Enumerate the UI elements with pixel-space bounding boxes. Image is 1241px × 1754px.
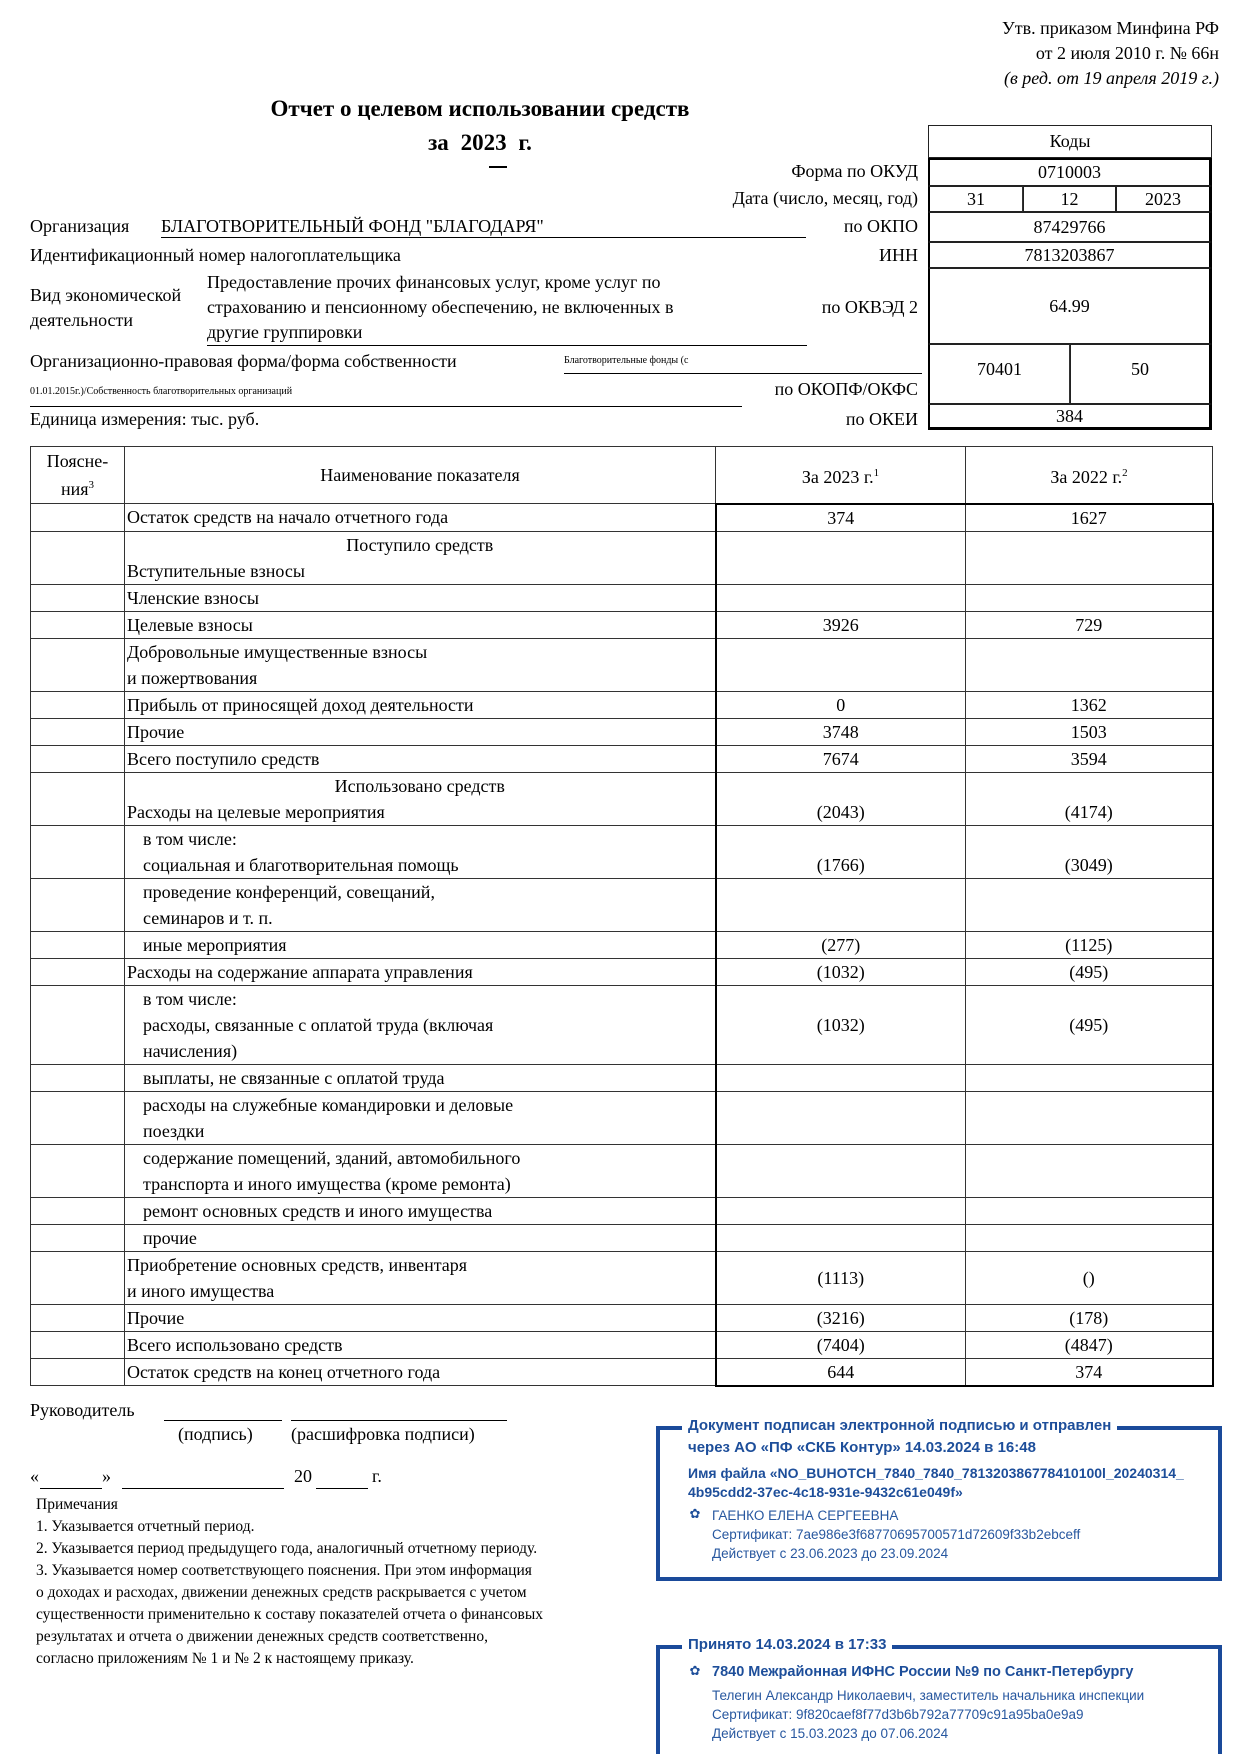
- okopf-value: 70401: [928, 344, 1070, 404]
- table-row: Прибыль от приносящей доход деятельности 0 1362: [31, 691, 1213, 718]
- activity-label: [30, 284, 181, 331]
- note-3-line-2: о доходах и расходах, движении денежных средств раскрывается с учетом: [36, 1584, 527, 1601]
- period-prefix: за: [428, 130, 449, 155]
- okopf-label: по ОКОПФ/ОКФС: [774, 379, 918, 399]
- accepted-stamp: [656, 1636, 1222, 1754]
- notes-title: Примечания: [36, 1496, 118, 1513]
- table-row: Расходы на содержание аппарата управления (1032) (495): [31, 958, 1213, 985]
- row-label: Прочие: [125, 718, 716, 745]
- row-label: Прибыль от приносящей доход деятельности: [125, 691, 716, 718]
- okud-value: 0710003: [928, 158, 1212, 186]
- certificate-medal-icon: ✿: [689, 1663, 701, 1678]
- table-row: Всего использовано средств (7404) (4847): [31, 1331, 1213, 1358]
- okei-label: по ОКЕИ: [845, 409, 918, 429]
- table-row: [31, 638, 1213, 691]
- header-2023: За 2023 г.$^1$: [716, 447, 966, 504]
- table-row: Прочие 3748 1503: [31, 718, 1213, 745]
- table-header-row: [31, 447, 1213, 504]
- signature-decode-caption: (расшифровка подписи): [291, 1424, 475, 1444]
- sign-day-line[interactable]: [40, 1488, 102, 1489]
- accepted-person: Телегин Александр Николаевич, заместитель начальника инспекции: [712, 1688, 1145, 1703]
- page-title: [200, 92, 760, 160]
- row-label: Остаток средств на начало отчетного года: [125, 504, 716, 532]
- row-label: Всего использовано средств: [125, 1331, 716, 1358]
- esign-file-1: Имя файла «NO_BUHOTCH_7840_7840_781320386778410100l_20240314_: [688, 1465, 1184, 1481]
- activity-value: [207, 270, 807, 346]
- table-row: Прочие (3216) (178): [31, 1304, 1213, 1331]
- esign-stamp: [656, 1417, 1222, 1581]
- row-label: Целевые взносы: [125, 611, 716, 638]
- row-label: Расходы на содержание аппарата управления: [125, 958, 716, 985]
- header-indicator: Наименование показателя: [125, 447, 716, 504]
- row-label: Добровольные имущественные взносы и пожертвования: [125, 638, 716, 691]
- okei-value: 384: [928, 404, 1212, 430]
- inn-label: Идентификационный номер налогоплательщика: [30, 245, 401, 265]
- table-row: [31, 1197, 1213, 1224]
- okud-label: Форма по ОКУД: [791, 161, 918, 181]
- row-label: в том числе: расходы, связанные с оплатой труда (включая начисления): [125, 985, 716, 1064]
- table-row: [31, 584, 1213, 611]
- report-title: Отчет о целевом использовании средств: [270, 96, 690, 121]
- date-year: 2023: [1116, 186, 1212, 212]
- row-label: Всего поступило средств: [125, 745, 716, 772]
- row-label: в том числе: социальная и благотворительная помощь: [125, 825, 716, 878]
- row-label: Использовано средств Расходы на целевые мероприятия: [125, 772, 716, 825]
- esign-valid: Действует с 23.06.2023 до 23.09.2024: [712, 1546, 949, 1561]
- accepted-valid: Действует с 15.03.2023 до 07.06.2024: [712, 1726, 949, 1741]
- table-row: Целевые взносы 3926 729: [31, 611, 1213, 638]
- note-3-line-5: согласно приложениям № 1 и № 2 к настоящему приказу.: [36, 1650, 414, 1667]
- approval-note: [1002, 16, 1219, 91]
- activity-line-1: Предоставление прочих финансовых услуг, кроме услуг по: [207, 272, 661, 292]
- sign-month-line[interactable]: [122, 1488, 284, 1489]
- okved-label: по ОКВЭД 2: [821, 297, 918, 317]
- accepted-cert: Сертификат: 9f820caef8f77d3b6b792a77709c91a95ba0e9a9: [712, 1707, 1084, 1722]
- inn-value: 7813203867: [928, 242, 1212, 268]
- value-2023: 374: [716, 504, 966, 532]
- signature-caption: (подпись): [178, 1424, 253, 1444]
- esign-signer: ГАЕНКО ЕЛЕНА СЕРГЕЕВНА: [712, 1508, 899, 1523]
- table-row: [31, 878, 1213, 931]
- table-row: Приобретение основных средств, инвентаря и иного имущества (1113) (): [31, 1251, 1213, 1304]
- table-row: в том числе: социальная и благотворительная помощь (1766) (3049): [31, 825, 1213, 878]
- table-row: [31, 1091, 1213, 1144]
- esign-file-2: 4b95cdd2-37ec-4c18-931e-9432c61e049f»: [688, 1484, 963, 1500]
- notes-block: [36, 1494, 656, 1670]
- okpo-value: 87429766: [928, 212, 1212, 242]
- codes-header: Коды: [928, 125, 1212, 158]
- date-label: Дата (число, месяц, год): [732, 188, 918, 208]
- row-label: содержание помещений, зданий, автомобильного транспорта и иного имущества (кроме ремонта): [125, 1144, 716, 1197]
- row-label: расходы на служебные командировки и деловые поездки: [125, 1091, 716, 1144]
- head-label: Руководитель: [30, 1400, 135, 1420]
- value-2022: 1627: [966, 504, 1213, 532]
- row-label: Приобретение основных средств, инвентаря и иного имущества: [125, 1251, 716, 1304]
- certificate-medal-icon: ✿: [689, 1506, 701, 1521]
- date-quote-close: »: [102, 1466, 111, 1486]
- esign-title-2: через АО «ПФ «СКБ Контур» 14.03.2024 в 16:48: [688, 1439, 1036, 1456]
- activity-line-3: другие группировки: [207, 322, 363, 342]
- approval-line-3: (в ред. от 19 апреля 2019 г.): [1004, 68, 1219, 88]
- table-row: [31, 1224, 1213, 1251]
- header-2022: За 2022 г.$^2$: [966, 447, 1213, 504]
- org-name: БЛАГОТВОРИТЕЛЬНЫЙ ФОНД "БЛАГОДАРЯ": [161, 215, 806, 238]
- inn-code-label: ИНН: [879, 245, 918, 265]
- unit-label: Единица измерения: тыс. руб.: [30, 409, 260, 429]
- row-label: Прочие: [125, 1304, 716, 1331]
- signature-line[interactable]: [164, 1420, 282, 1421]
- sign-year-prefix: 20: [294, 1466, 312, 1486]
- note-3-line-1: 3. Указывается номер соответствующего пояснения. При этом информация: [36, 1562, 532, 1579]
- section-title-income: Поступило средств: [346, 534, 494, 555]
- okpo-label: по ОКПО: [843, 216, 918, 236]
- table-row: Остаток средств на конец отчетного года 644 374: [31, 1358, 1213, 1386]
- accepted-org: 7840 Межрайонная ИФНС России №9 по Санкт-Петербургу: [712, 1664, 1134, 1680]
- table-row: [31, 531, 1213, 584]
- row-label: ремонт основных средств и иного имущества: [125, 1197, 716, 1224]
- row-label: проведение конференций, совещаний, семинаров и т. п.: [125, 878, 716, 931]
- date-quote-open: «: [30, 1466, 39, 1486]
- period-suffix: г.: [518, 130, 532, 155]
- legal-form-value-2: 01.01.2015г.)/Собственность благотворительных организаций: [30, 386, 742, 407]
- table-row: [31, 504, 1213, 532]
- row-label: прочие: [125, 1224, 716, 1251]
- date-month: 12: [1023, 186, 1116, 212]
- accepted-title: Принято 14.03.2024 в 17:33: [682, 1635, 892, 1655]
- table-row: [31, 1064, 1213, 1091]
- row-label: выплаты, не связанные с оплатой труда: [125, 1064, 716, 1091]
- legal-form-value-1: Благотворительные фонды (с: [564, 355, 922, 374]
- okfs-value: 50: [1070, 344, 1212, 404]
- legal-form-label: Организационно-правовая форма/форма собственности: [30, 351, 457, 371]
- table-row: [31, 1144, 1213, 1197]
- table-row: Всего поступило средств 7674 3594: [31, 745, 1213, 772]
- signature-decode-line[interactable]: [291, 1420, 507, 1421]
- table-row: Использовано средств Расходы на целевые мероприятия (2043) (4174): [31, 772, 1213, 825]
- report-period: [200, 126, 760, 160]
- sign-year-suffix: г.: [372, 1466, 382, 1486]
- activity-label-line-1: Вид экономической: [30, 285, 182, 305]
- note-3-line-3: существенности применительно к составу показателей отчета о финансовых: [36, 1606, 544, 1623]
- row-label: Членские взносы: [125, 584, 716, 611]
- table-row: иные мероприятия (277) (1125): [31, 931, 1213, 958]
- approval-line-1: Утв. приказом Минфина РФ: [1001, 18, 1219, 38]
- row-label: иные мероприятия: [125, 931, 716, 958]
- activity-line-2: страхованию и пенсионному обеспечению, не включенных в: [207, 297, 674, 317]
- note-2: 2. Указывается период предыдущего года, аналогичный отчетному периоду.: [36, 1540, 538, 1557]
- note-1: 1. Указывается отчетный период.: [36, 1518, 255, 1535]
- esign-title-1: Документ подписан электронной подписью и отправлен: [682, 1416, 1117, 1436]
- report-table: [30, 446, 1214, 1387]
- table-row: в том числе: расходы, связанные с оплатой труда (включая начисления) (1032) (495): [31, 985, 1213, 1064]
- date-day: 31: [928, 186, 1023, 212]
- row-label: Поступило средств Вступительные взносы: [125, 531, 716, 584]
- section-title-usage: Использовано средств: [334, 775, 505, 796]
- note-3-line-4: результатах и отчета о движении денежных средств соответственно,: [36, 1628, 488, 1645]
- okved-value: 64.99: [928, 268, 1212, 344]
- activity-label-line-2: деятельности: [30, 310, 134, 330]
- row-label: Остаток средств на конец отчетного года: [125, 1358, 716, 1386]
- esign-cert: Сертификат: 7ae986e3f68770695700571d72609f33b2ebceff: [712, 1527, 1081, 1542]
- sign-year-line[interactable]: [316, 1488, 368, 1489]
- org-label: Организация: [30, 216, 130, 236]
- header-explanation: Поясне- ния$^3$: [31, 447, 125, 504]
- period-year: 2023: [461, 126, 507, 160]
- approval-line-2: от 2 июля 2010 г. № 66н: [1035, 43, 1219, 63]
